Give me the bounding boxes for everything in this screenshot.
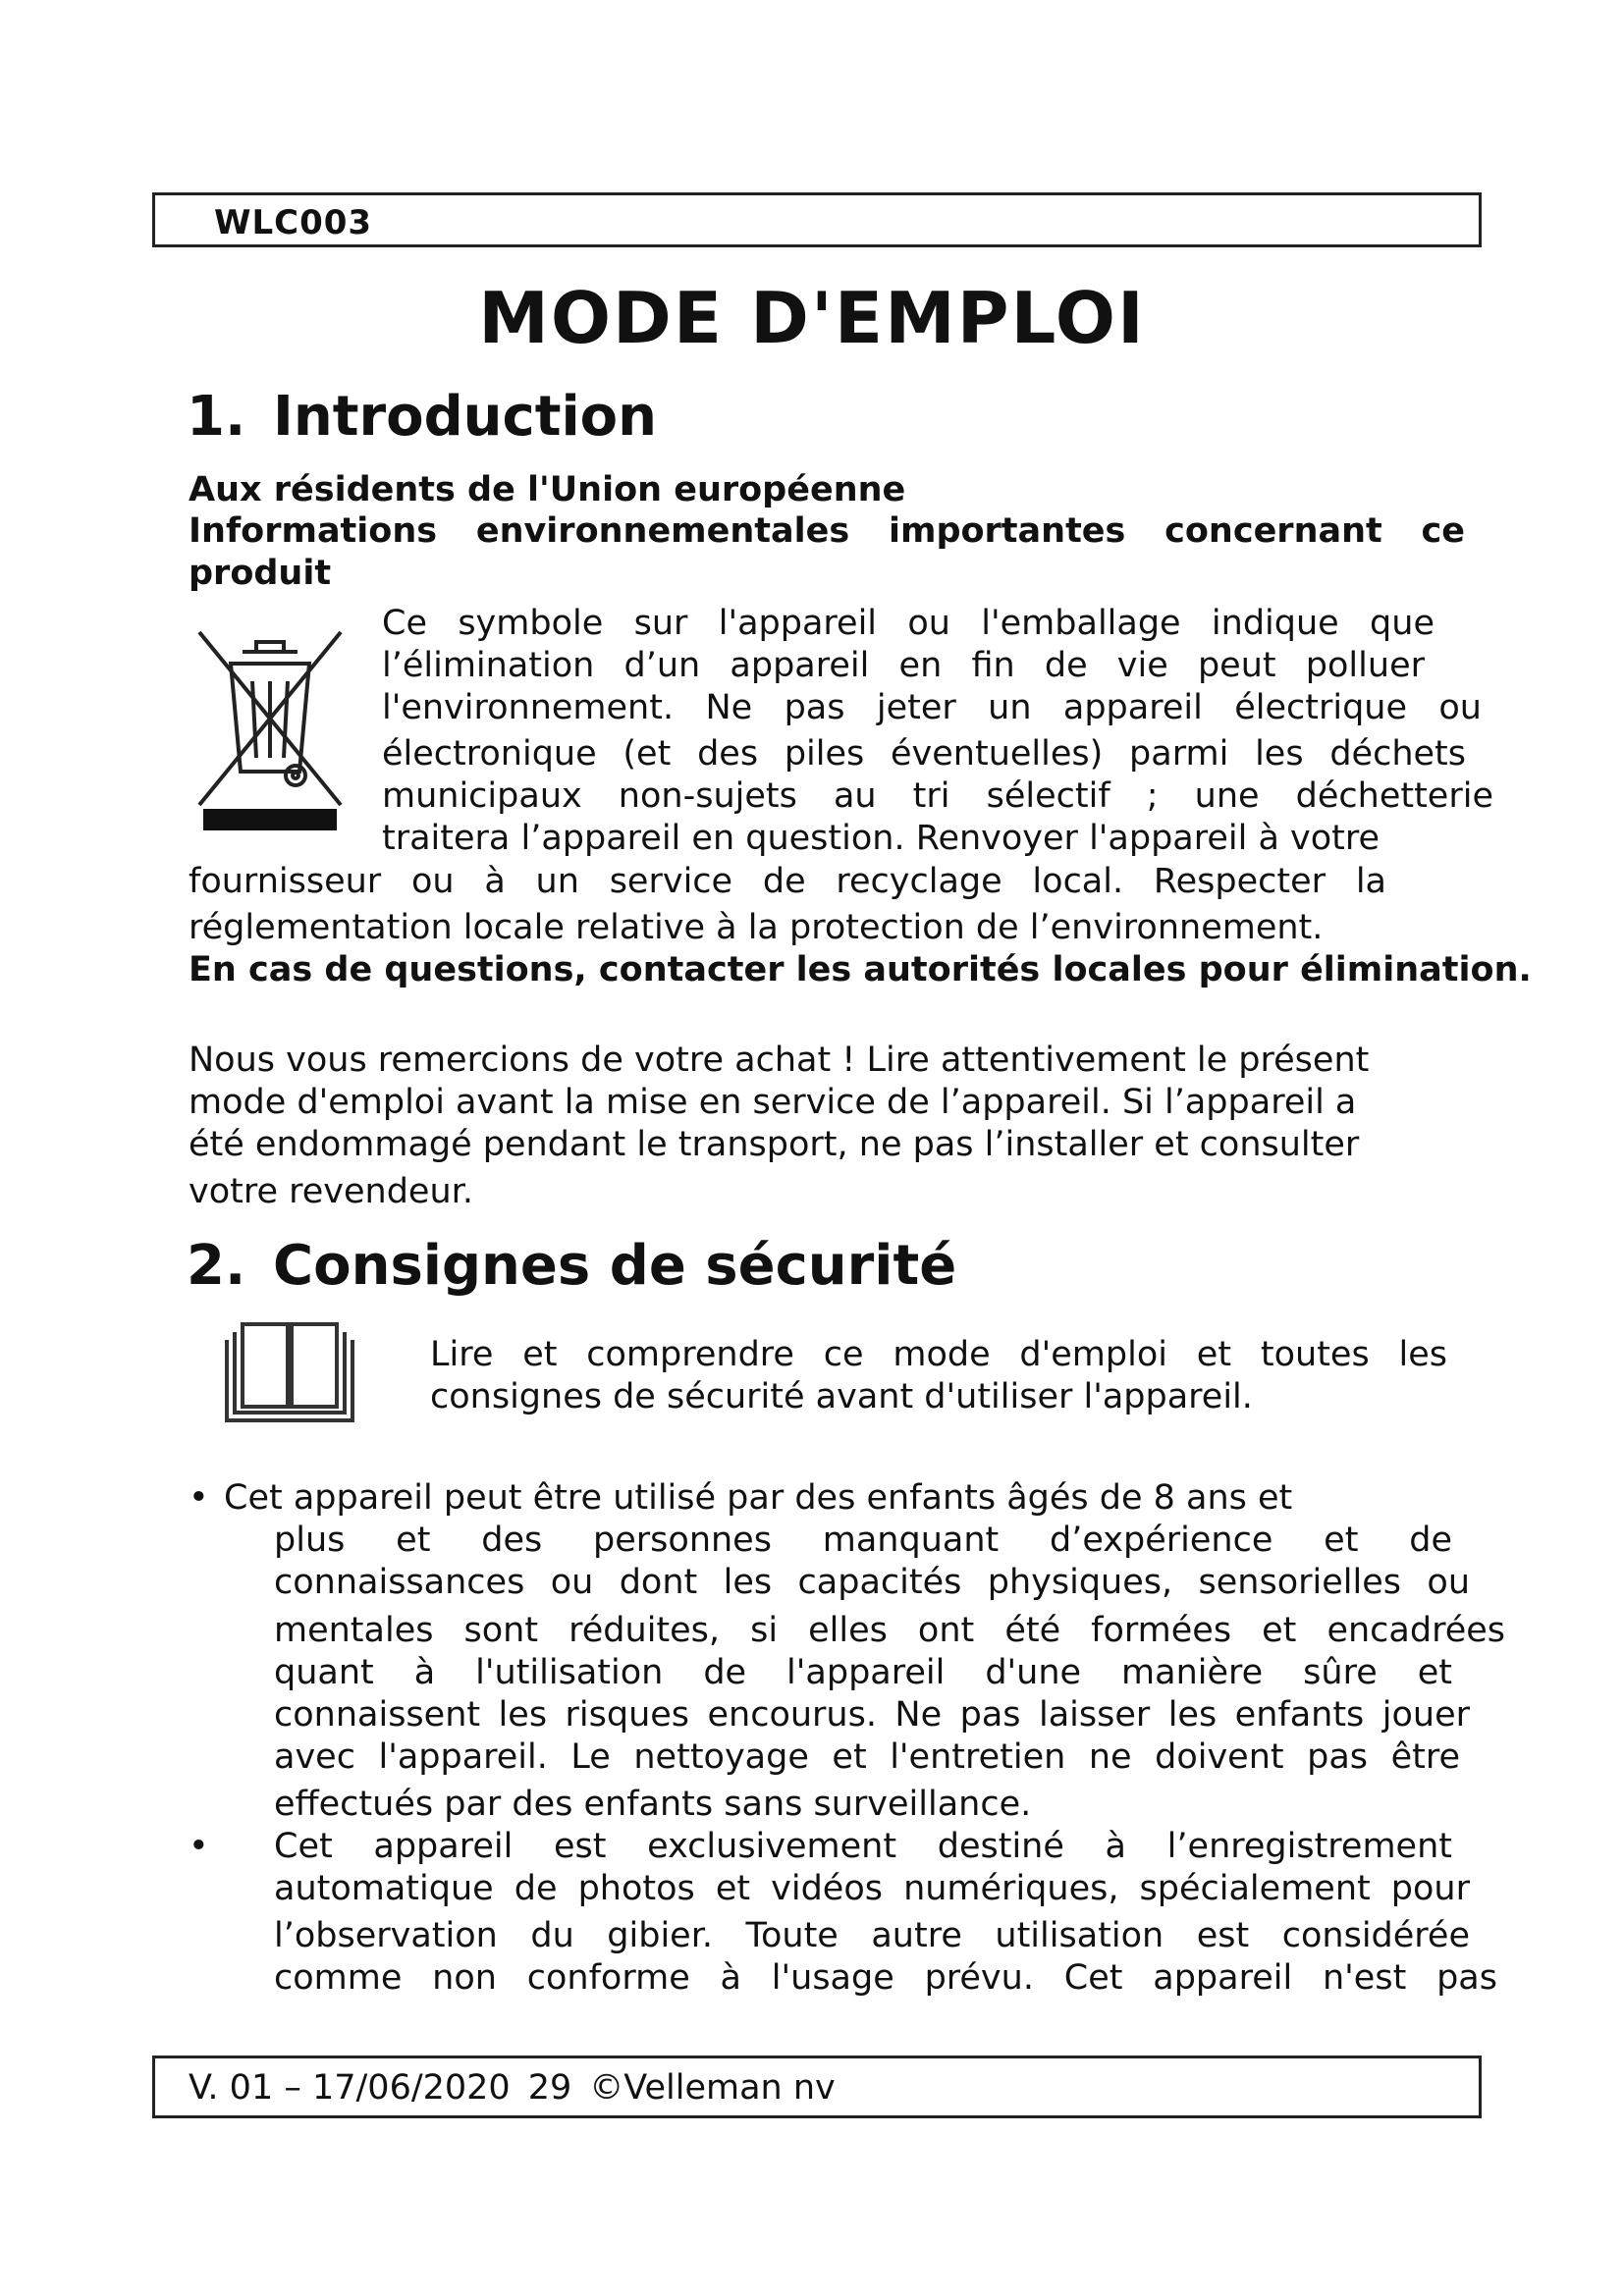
footer-version: V. 01 – 17/06/2020 [189,2068,511,2108]
footer-page-number: 29 [527,2068,572,2108]
bullet-text-line: mentales sont réduites, si elles ont été formées et encadrées [274,1611,1505,1650]
bullet-text-line: automatique de photos et vidéos numériques, spécialement pour [274,1869,1470,1908]
env-heading-line1: Informations environnementales importantes concernant ce [189,511,1465,551]
bullet-text-line: Cet appareil peut être utilisé par des enfants âgés de 8 ans et [224,1478,1293,1518]
section-number: 1. [187,385,246,449]
bullet-text-line: quant à l'utilisation de l'appareil d'une manière sûre et [274,1653,1452,1692]
section-heading-introduction [187,385,657,449]
bullet-text-line: avec l'appareil. Le nettoyage et l'entretien ne doivent pas être [274,1737,1460,1777]
section-title: Introduction [273,385,658,449]
read-instructions-line: Lire et comprendre ce mode d'emploi et toutes les [430,1335,1447,1374]
weee-text-line: réglementation locale relative à la protection de l’environnement. [189,908,1324,947]
bullet-text-line: l’observation du gibier. Toute autre utilisation est considérée [274,1916,1470,1955]
contact-note: En cas de questions, contacter les autorités locales pour élimination. [189,950,1532,989]
weee-text-line: l'environnement. Ne pas jeter un appareil électrique ou [382,688,1482,727]
weee-crossed-bin-icon [191,624,349,834]
document-title: MODE D'EMPLOI [478,277,1146,359]
env-heading-line2: produit [189,554,332,593]
footer-text [189,2068,853,2108]
footer-copyright: ©Velleman nv [589,2068,836,2108]
section-number: 2. [187,1234,246,1298]
product-code: WLC003 [214,203,373,242]
footer-box [152,2056,1482,2118]
read-instructions-line: consignes de sécurité avant d'utiliser l'appareil. [430,1377,1253,1416]
weee-text-line: traitera l’appareil en question. Renvoyer l'appareil à votre [382,819,1380,858]
eu-heading: Aux résidents de l'Union européenne [189,470,906,509]
weee-text-line: municipaux non-sujets au tri sélectif ; une déchetterie [382,776,1493,816]
weee-text-line: Ce symbole sur l'appareil ou l'emballage indique que [382,604,1435,643]
bullet-symbol: • [189,1827,209,1866]
bullet-text-line: Cet appareil est exclusivement destiné à l’enregistrement [274,1827,1452,1866]
weee-text-line: fournisseur ou à un service de recyclage local. Respecter la [189,862,1386,901]
bullet-text-line: comme non conforme à l'usage prévu. Cet appareil n'est pas [274,1958,1497,1998]
bullet-text-line: connaissances ou dont les capacités physiques, sensorielles ou [274,1563,1470,1602]
thanks-line: été endommagé pendant le transport, ne pas l’installer et consulter [189,1125,1360,1164]
read-manual-book-icon [221,1318,358,1424]
section-heading-safety [187,1234,956,1298]
thanks-line: mode d'emploi avant la mise en service de l’appareil. Si l’appareil a [189,1083,1357,1122]
thanks-line: votre revendeur. [189,1172,473,1211]
bullet-symbol: • [189,1478,209,1518]
header-box [152,192,1482,247]
bullet-text-line: effectués par des enfants sans surveillance. [274,1785,1032,1824]
weee-text-line: l’élimination d’un appareil en fin de vie peut polluer [382,646,1425,685]
bullet-text-line: connaissent les risques encourus. Ne pas laisser les enfants jouer [274,1695,1470,1735]
thanks-line: Nous vous remercions de votre achat ! Lire attentivement le présent [189,1041,1370,1080]
bullet-text-line: plus et des personnes manquant d’expérience et de [274,1521,1452,1560]
section-title: Consignes de sécurité [273,1234,957,1298]
weee-text-line: électronique (et des piles éventuelles) parmi les déchets [382,734,1466,774]
